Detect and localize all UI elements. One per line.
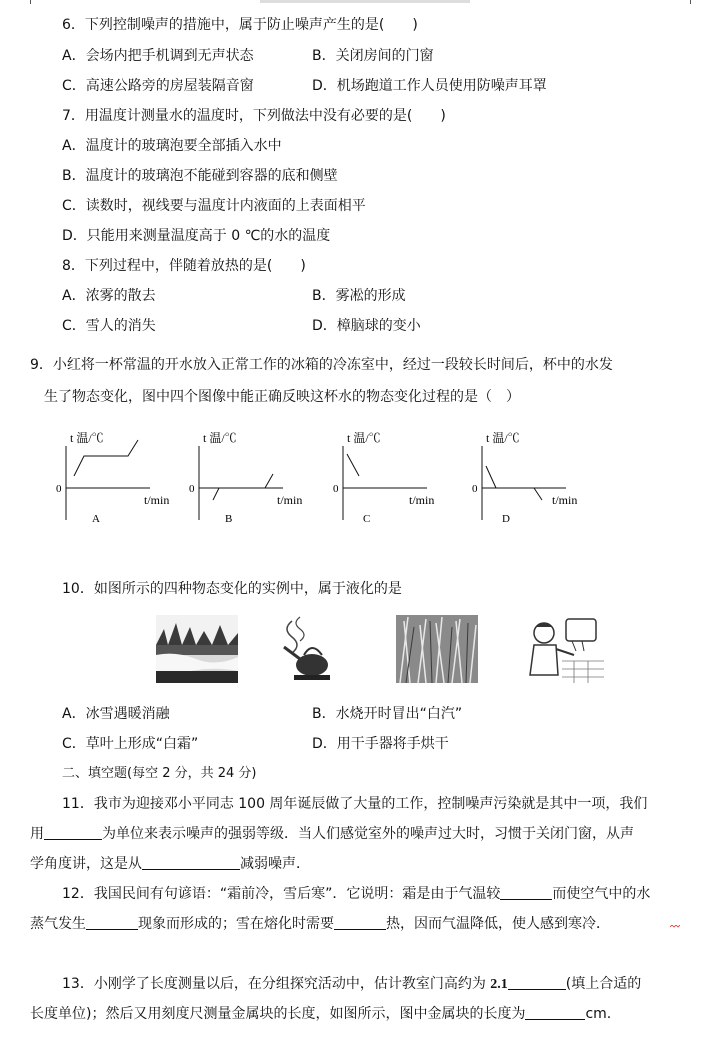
q7-option-a: A．温度计的玻璃泡要全部插入水中 — [62, 138, 282, 154]
q12-blank-2[interactable] — [86, 915, 138, 930]
melting-snow-photo — [156, 615, 238, 683]
q7-option-c: C．读数时，视线要与温度计内液面的上表面相平 — [62, 198, 366, 214]
graph-d — [472, 432, 577, 525]
hand-dryer-picture — [522, 615, 604, 683]
graph-d-origin: 0 — [472, 483, 478, 495]
graph-d-y-label: t 温/℃ — [486, 432, 520, 445]
q12-line2 — [30, 915, 610, 933]
q11-line3 — [30, 855, 310, 873]
graph-b-y-label: t 温/℃ — [203, 432, 237, 445]
q12-blank-1[interactable] — [500, 885, 552, 900]
header-shadow — [260, 0, 470, 3]
q13-line1 — [62, 975, 641, 994]
graph-b-origin: 0 — [189, 483, 195, 495]
graph-d-caption: D — [502, 513, 510, 525]
graph-a-x-label: t/min — [144, 493, 170, 507]
q6-option-a: A．会场内把手机调到无声状态 — [62, 48, 254, 64]
q9-graph-panel — [52, 432, 612, 532]
q8-option-a: A．浓雾的散去 — [62, 288, 156, 304]
q11-line3-end: 减弱噪声． — [240, 856, 310, 872]
q13-blank-1[interactable] — [508, 975, 566, 990]
q11-line2-start: 用 — [30, 826, 44, 842]
q10-photo-row — [150, 615, 610, 690]
graph-d-x-label: t/min — [552, 493, 578, 507]
q8-stem: 8．下列过程中，伴随着放热的是( ) — [62, 258, 306, 274]
graph-c-x-label: t/min — [409, 493, 435, 507]
q6-option-d: D．机场跑道工作人员使用防噪声耳罩 — [312, 78, 547, 94]
q12-line1-end: 而使空气中的水 — [552, 886, 651, 902]
q10-option-c: C．草叶上形成“白霜” — [62, 736, 199, 752]
q13-line2-start: 长度单位)；然后又用刻度尺测量金属块的长度，如图所示，图中金属块的长度为 — [30, 1006, 526, 1022]
q13-value-bold: 2.1 — [490, 977, 508, 992]
q10-option-b: B．水烧开时冒出“白汽” — [312, 706, 463, 722]
graph-a — [56, 432, 169, 525]
q6-option-c: C．高速公路旁的房屋装隔音窗 — [62, 78, 254, 94]
q6-option-b: B．关闭房间的门窗 — [312, 48, 434, 64]
margin-tick-right — [690, 0, 691, 4]
q8-option-c: C．雪人的消失 — [62, 318, 156, 334]
q13-line2 — [30, 1005, 611, 1023]
q7-stem: 7．用温度计测量水的温度时，下列做法中没有必要的是( ) — [62, 108, 446, 124]
q6-stem: 6．下列控制噪声的措施中，属于防止噪声产生的是( ) — [62, 17, 418, 33]
q7-option-d: D．只能用来测量温度高于 0 ℃的水的温度 — [62, 228, 331, 244]
frost-on-grass-photo — [396, 615, 478, 683]
margin-tick-left — [30, 0, 31, 4]
q12-line1-start: 12．我国民间有句谚语：“霜前冷，雪后寒”．它说明：霜是由于气温较 — [62, 886, 501, 902]
q9-stem-line2: 生了物态变化，图中四个图像中能正确反映这杯水的物态变化过程的是（ ） — [44, 389, 520, 405]
q10-stem: 10．如图所示的四种物态变化的实例中，属于液化的是 — [62, 581, 402, 597]
boiling-kettle-picture — [270, 615, 352, 683]
graph-c — [333, 432, 434, 525]
q12-blank-3[interactable] — [334, 915, 386, 930]
q10-option-a: A．冰雪遇暖消融 — [62, 706, 170, 722]
spellcheck-squiggle — [670, 925, 680, 929]
q11-line2 — [30, 825, 634, 843]
section-title-fill-in: 二、填空题(每空 2 分，共 24 分) — [62, 766, 257, 781]
q13-line1-end: (填上合适的 — [565, 976, 642, 992]
graph-c-y-label: t 温/℃ — [347, 432, 381, 445]
q9-stem-line1: 9．小红将一杯常温的开水放入正常工作的冰箱的冷冻室中，经过一段较长时间后，杯中的水发 — [30, 357, 613, 373]
graph-b-x-label: t/min — [277, 493, 303, 507]
graph-b — [189, 432, 302, 525]
q7-option-b: B．温度计的玻璃泡不能碰到容器的底和侧壁 — [62, 168, 338, 184]
q11-line1: 11．我市为迎接邓小平同志 100 周年诞辰做了大量的工作，控制噪声污染就是其中一项，我们 — [62, 796, 648, 812]
graph-a-y-label: t 温/℃ — [70, 432, 104, 445]
q11-line3-start: 学角度讲，这是从 — [30, 856, 142, 872]
graph-c-origin: 0 — [333, 483, 339, 495]
page-top-edge — [0, 0, 726, 4]
q10-option-d: D．用干手器将手烘干 — [312, 736, 449, 752]
q12-line2-mid: 现象而形成的；雪在熔化时需要 — [138, 916, 334, 932]
q11-blank-1[interactable] — [44, 825, 102, 840]
graph-a-caption: A — [92, 513, 100, 525]
q12-line2-start: 蒸气发生 — [30, 916, 86, 932]
q13-blank-2[interactable] — [525, 1005, 585, 1020]
q12-line1 — [62, 885, 650, 903]
q13-line1-start: 13．小刚学了长度测量以后，在分组探究活动中，估计教室门高约为 — [62, 976, 491, 992]
q12-line2-end: 热，因而气温降低，使人感到寒冷． — [386, 916, 610, 932]
graph-a-origin: 0 — [56, 483, 62, 495]
q11-blank-2[interactable] — [142, 855, 240, 870]
q8-option-d: D．樟脑球的变小 — [312, 318, 421, 334]
q11-line2-end: 为单位来表示噪声的强弱等级．当人们感觉室外的噪声过大时，习惯于关闭门窗，从声 — [102, 826, 634, 842]
graph-b-caption: B — [225, 513, 233, 525]
q8-option-b: B．雾凇的形成 — [312, 288, 406, 304]
graph-c-caption: C — [363, 513, 371, 525]
q13-line2-end: cm. — [585, 1006, 612, 1022]
